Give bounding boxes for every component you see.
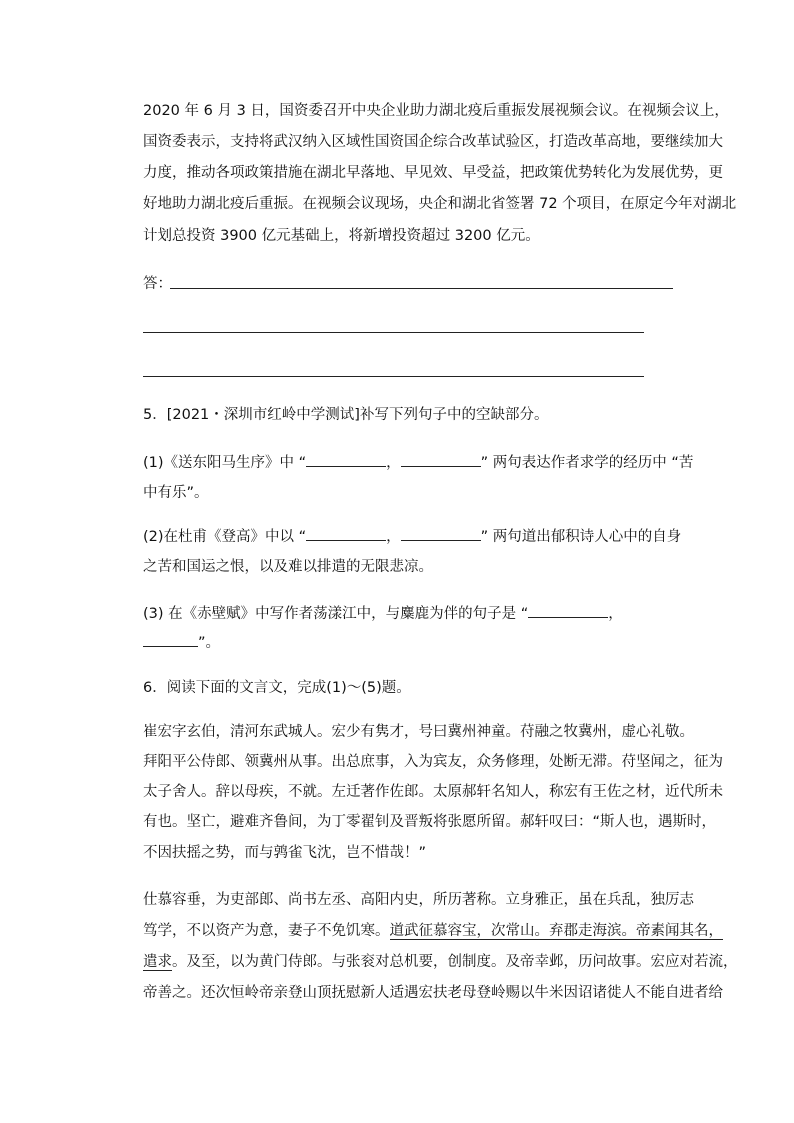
- q5-sentence-2-cont: 之苦和国运之恨，以及难以排遣的无限悲凉。: [143, 559, 433, 575]
- classical-p2-line-2-plain: 笃学，不以资产为意，妻子不免饥寒。: [143, 923, 390, 939]
- question-5-title: 5．[2021・深圳市红岭中学测试]补写下列句子中的空缺部分。: [143, 407, 549, 423]
- q5-s2-suffix: ” 两句道出郁积诗人心中的自身: [480, 529, 682, 545]
- q5-s3-blank-1[interactable]: [528, 603, 608, 618]
- question-6-title: 6．阅读下面的文言文，完成(1)～(5)题。: [143, 680, 411, 696]
- q5-s3-blank-2[interactable]: [143, 632, 198, 647]
- passage-line-4: 好地助力湖北疫后重振。在视频会议现场，央企和湖北省签署 72 个项目，在原定今年对湖北: [143, 196, 737, 212]
- classical-p1-line-2: 拜阳平公侍郎、领冀州从事。出总庶事，入为宾友，众务修理，处断无滞。苻坚闻之，征为: [143, 754, 723, 770]
- q5-s2-prefix: (2)在杜甫《登高》中以 “: [143, 529, 307, 545]
- classical-p1-line-4: 有也。坚亡，避难齐鲁间，为丁零翟钊及晋叛将张愿所留。郝轩叹曰：“斯人也，遇斯时，: [143, 814, 717, 830]
- passage-line-5: 计划总投资 3900 亿元基础上，将新增投资超过 3200 亿元。: [143, 228, 540, 244]
- q5-s1-comma: ，: [386, 455, 401, 471]
- classical-p1-line-3: 太子舍人。辞以母疾，不就。左迁著作佐郎。太原郝轩名知人，称宏有王佐之材，近代所未: [143, 784, 723, 800]
- answer-label: 答：: [143, 276, 172, 292]
- q5-sentence-1: [143, 452, 693, 473]
- q5-s1-prefix: (1)《送东阳马生序》中 “: [143, 455, 307, 471]
- classical-p2-line-4: 帝善之。还次恒岭帝亲登山顶抚慰新人适遇宏扶老母登岭赐以牛米因诏诸徙人不能自进者给: [143, 985, 723, 1001]
- q5-s2-blank-2[interactable]: [401, 526, 481, 541]
- q5-s3-prefix: (3) 在《赤壁赋》中写作者荡漾江中，与麋鹿为伴的句子是 “: [143, 606, 529, 622]
- q5-sentence-1-cont: 中有乐”。: [143, 485, 209, 501]
- q5-s1-suffix: ” 两句表达作者求学的经历中 “苦: [480, 455, 694, 471]
- underlined-sentence-part-1: 道武征慕容宝，次常山。弃郡走海滨。帝素闻其名，: [389, 923, 723, 939]
- q5-s3-suffix: ”。: [198, 635, 221, 651]
- classical-p2-line-1: 仕慕容垂，为吏部郎、尚书左丞、高阳内史，所历著称。立身雅正，虽在兵乱，独厉志: [143, 892, 694, 908]
- classical-p2-line-3: [143, 952, 738, 972]
- passage-line-2: 国资委表示，支持将武汉纳入区域性国资国企综合改革试验区，打造改革高地，要继续加大: [143, 134, 723, 150]
- answer-line-3[interactable]: [143, 376, 644, 377]
- answer-line-1[interactable]: [170, 288, 673, 289]
- q5-s2-blank-1[interactable]: [306, 526, 386, 541]
- q5-s3-comma: ，: [608, 606, 623, 622]
- answer-line-2[interactable]: [143, 332, 644, 333]
- classical-p1-line-1: 崔宏字玄伯，清河东武城人。宏少有隽才，号曰冀州神童。苻融之牧冀州，虚心礼敬。: [143, 724, 694, 740]
- q5-sentence-3: [143, 603, 623, 624]
- classical-p1-line-5: 不因扶摇之势，而与鹑雀飞沈，岂不惜哉！”: [143, 845, 427, 861]
- q5-sentence-3-cont: [143, 632, 220, 653]
- passage-line-1: 2020 年 6 月 3 日，国资委召开中央企业助力湖北疫后重振发展视频会议。在视频会议上，: [143, 103, 729, 119]
- classical-p2-line-3-plain: 。及至，以为黄门侍郎。与张衮对总机要，创制度。及帝幸邺，历问故事。宏应对若流，: [172, 954, 738, 970]
- q5-s1-blank-1[interactable]: [306, 452, 386, 467]
- q5-s1-blank-2[interactable]: [401, 452, 481, 467]
- q5-s2-comma: ，: [386, 529, 401, 545]
- q5-sentence-2: [143, 526, 681, 547]
- classical-p2-line-2: [143, 921, 723, 941]
- underlined-sentence-part-2: 遣求: [143, 954, 172, 970]
- passage-line-3: 力度，推动各项政策措施在湖北早落地、早见效、早受益，把政策优势转化为发展优势，更: [143, 165, 723, 181]
